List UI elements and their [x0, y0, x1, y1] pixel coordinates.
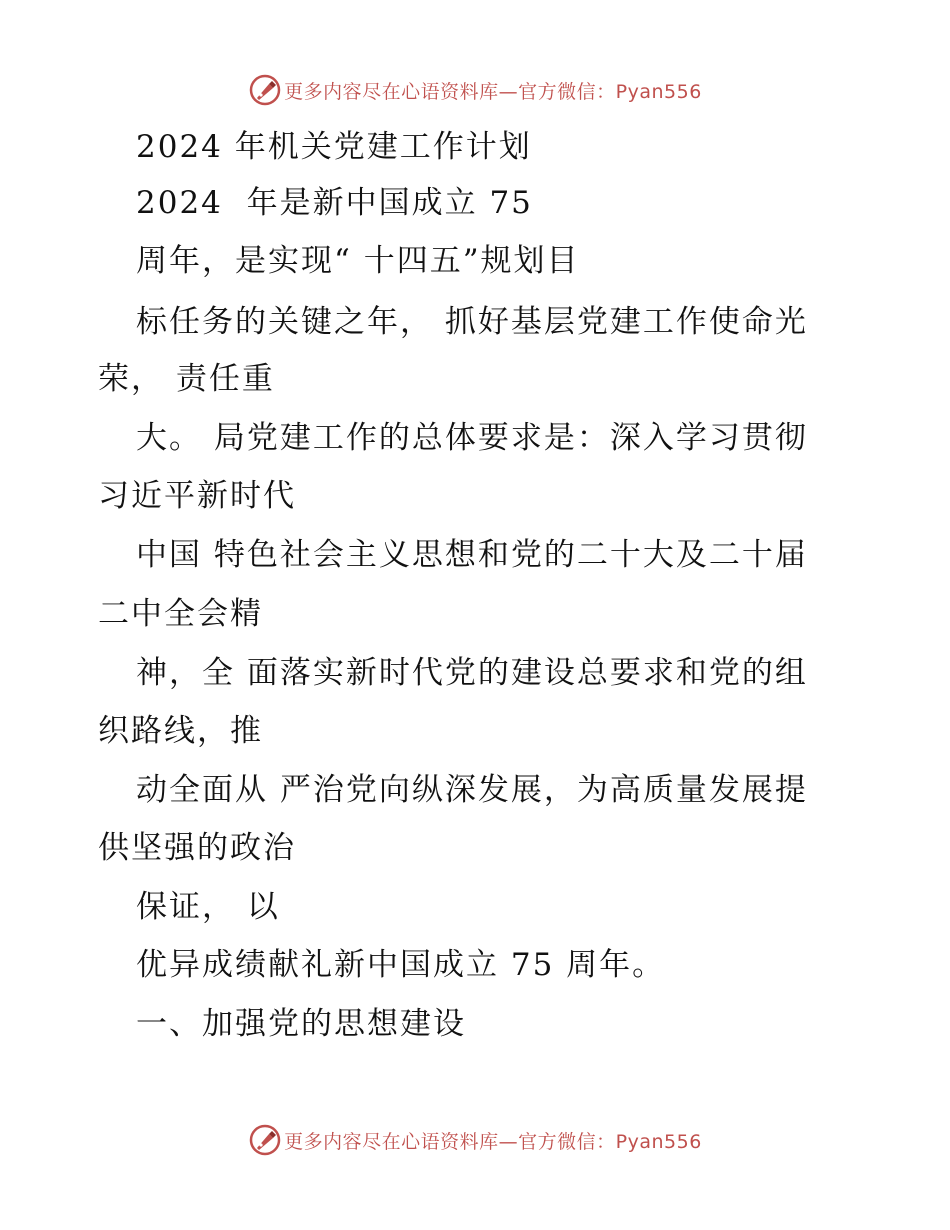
text-line: 大。 局党建工作的总体要求是：深入学习贯彻 — [136, 420, 808, 456]
header-banner-text: 更多内容尽在心语资料库—官方微信：Pyan556 — [284, 80, 702, 103]
text-line: 织路线，推 — [98, 713, 263, 749]
text-line: 标任务的关键之年， 抓好基层党建工作使命光 — [136, 304, 808, 340]
footer-banner-text: 更多内容尽在心语资料库—官方微信：Pyan556 — [284, 1130, 702, 1153]
footer-banner — [0, 1120, 950, 1160]
text-line: 供坚强的政治 — [98, 830, 296, 866]
text-line: 优异成绩献礼新中国成立 75 周年。 — [136, 947, 666, 983]
text-line: 动全面从 严治党向纵深发展，为高质量发展提 — [136, 772, 808, 808]
text-line: 二中全会精 — [98, 596, 263, 632]
pen-nib-logo-icon — [248, 1123, 282, 1157]
text-line: 保证， 以 — [136, 889, 280, 925]
text-line: 中国 特色社会主义思想和党的二十大及二十届 — [136, 537, 808, 573]
header-banner — [0, 70, 950, 110]
document-title: 2024 年机关党建工作计划 — [136, 129, 532, 165]
text-line: 习近平新时代 — [98, 478, 296, 514]
text-line: 荣， 责任重 — [98, 361, 275, 397]
text-line: 周年，是实现“ 十四五”规划目 — [136, 243, 580, 279]
pen-nib-logo-icon — [248, 73, 282, 107]
section-heading: 一、加强党的思想建设 — [136, 1006, 466, 1042]
text-line: 2024 年是新中国成立 75 — [136, 185, 533, 221]
text-line: 神，全 面落实新时代党的建设总要求和党的组 — [136, 655, 808, 691]
